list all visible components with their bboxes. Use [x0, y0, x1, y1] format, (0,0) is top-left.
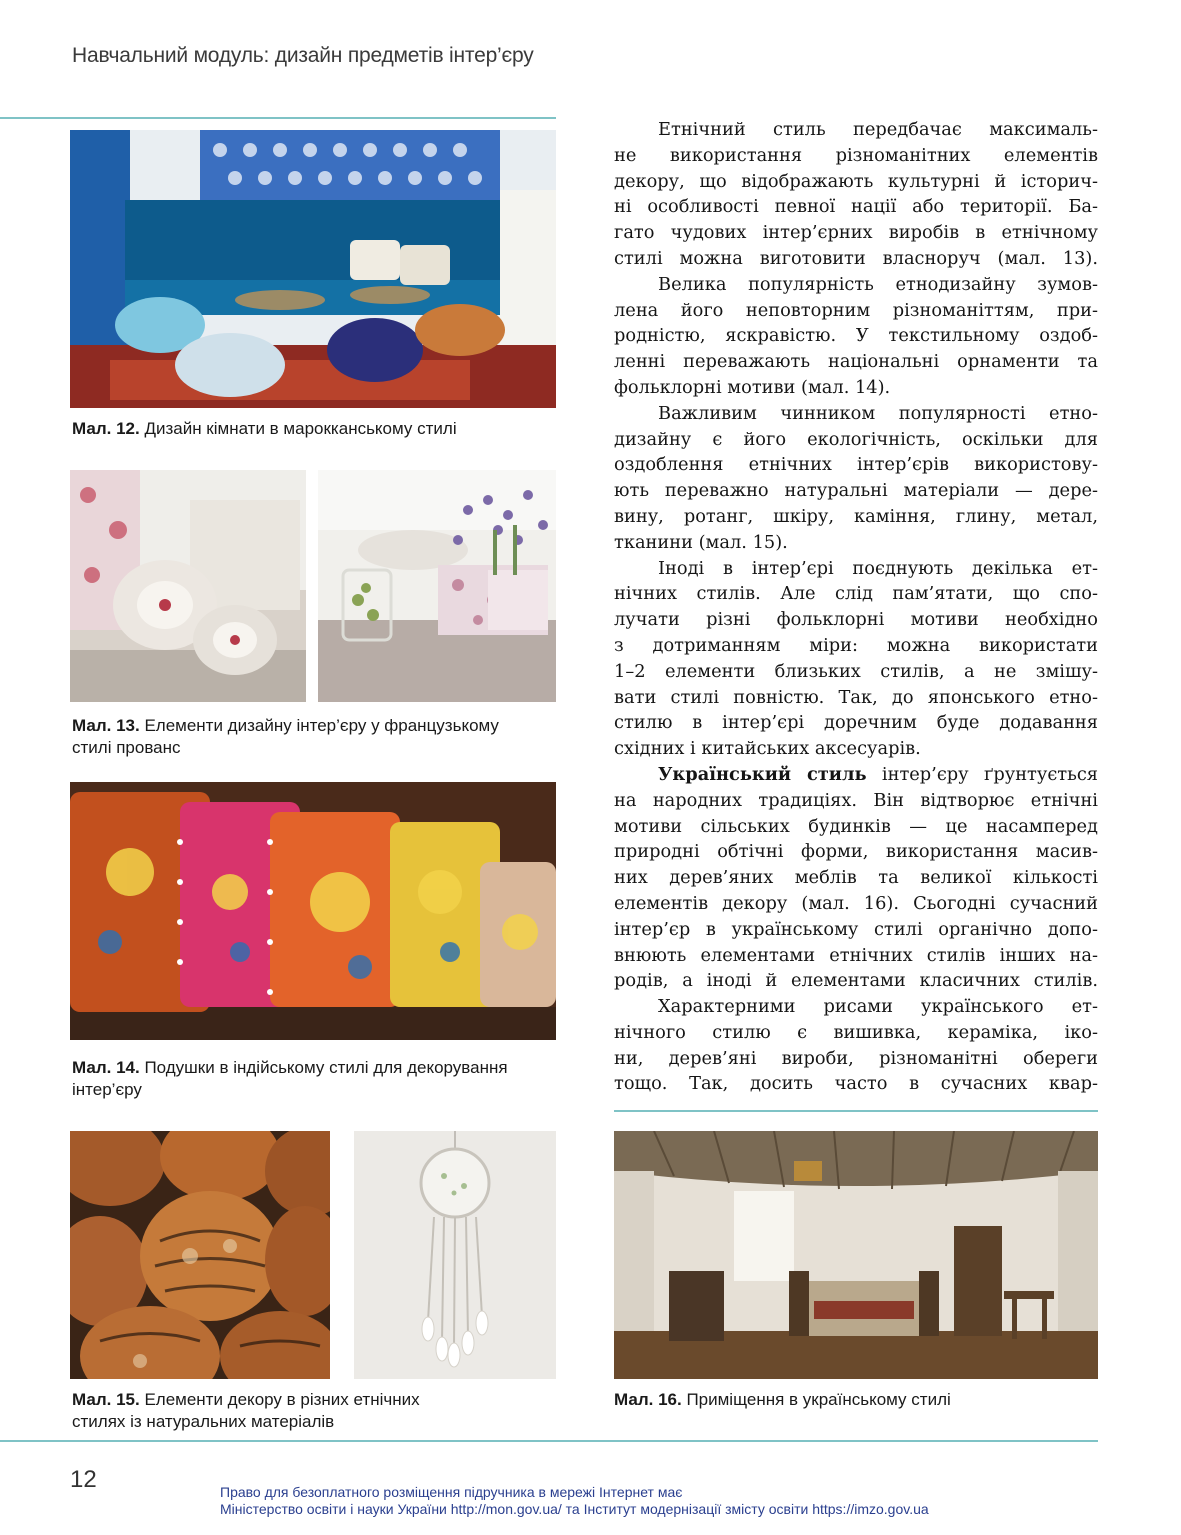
caption-line — [72, 715, 558, 737]
text-line: Іноді в інтер’єрі поєднують декілька ет- — [658, 557, 1098, 579]
caption-fig15 — [72, 1389, 558, 1433]
caption-fig14 — [72, 1057, 558, 1101]
photo-dreamcatcher — [354, 1131, 556, 1379]
text-line: стилі можна виготовити власноруч (мал. 13). — [614, 247, 1098, 269]
text-line: 1–2 елементи близьких стилів, а не змішу- — [614, 660, 1098, 682]
text-line: гато чудових інтер’єрних виробів в етнічному — [614, 222, 1098, 244]
caption-line — [72, 1389, 558, 1411]
caption-text: Дизайн кімнати в марокканському стилі — [144, 419, 457, 438]
body-text — [614, 117, 1098, 1097]
text-line: вину, ротанг, шкіру, каміння, глину, метал, — [614, 505, 1098, 527]
text-line: не використання різноманітних елементів — [614, 144, 1098, 166]
text-line: них дерев’яних меблів та великої кількості — [614, 867, 1098, 889]
text-line: природні обтічні форми, використання масив- — [614, 841, 1098, 863]
text-line: ни, дерев’яні вироби, різноманітні обереги — [614, 1047, 1098, 1069]
text-line: Велика популярність етнодизайну зумов- — [658, 273, 1098, 295]
text-line: на народних традиціях. Він відтворює етнічні — [614, 789, 1098, 811]
text-line: тканини (мал. 15). — [614, 531, 788, 553]
text-line: дизайну є його екологічність, оскільки для — [614, 428, 1098, 450]
caption-line: інтер’єру — [72, 1080, 142, 1099]
text-line: оздоблення етнічних інтер’єрів використову- — [614, 454, 1098, 476]
text-line: ленні переважають національні орнаменти та — [614, 351, 1098, 373]
caption-label: Мал. 13. — [72, 716, 140, 735]
text-line: інтер’єр в українському стилі органічно допо- — [614, 918, 1098, 940]
caption-fig13 — [72, 715, 558, 759]
text-line: родністю, яскравістю. У текстильному оздоб- — [614, 325, 1098, 347]
caption-line: стилях із натуральних матеріалів — [72, 1412, 335, 1431]
caption-fig16 — [614, 1389, 1098, 1411]
caption-label: Мал. 16. — [614, 1390, 682, 1409]
text-line — [614, 762, 1098, 788]
text-line: східних і китайських аксесуарів. — [614, 738, 921, 760]
photo-ukrainian-room — [614, 1131, 1098, 1379]
text-line: стилю в інтер’єрі доречним буде додавання — [614, 712, 1098, 734]
caption-label: Мал. 15. — [72, 1390, 140, 1409]
footer-rule — [0, 1440, 1098, 1442]
caption-text: Елементи дизайну інтер’єру у французькому — [144, 716, 499, 735]
text-line: внюють елементами етнічних стилів інших на- — [614, 944, 1098, 966]
text-line: Важливим чинником популярності етно- — [658, 402, 1098, 424]
caption-line — [72, 1057, 558, 1079]
page-number: 12 — [70, 1466, 97, 1493]
text-fragment: інтер’єру ґрунтується — [881, 763, 1098, 785]
text-line: тощо. Так, досить часто в сучасних квар- — [614, 1073, 1098, 1095]
text-line: вати стилі повністю. Так, до японського етно- — [614, 686, 1098, 708]
photo-moroccan-room — [70, 130, 556, 408]
text-line: лена його неповторним різноманіттям, при- — [614, 299, 1098, 321]
text-line: ють переважно натуральні матеріали — дере- — [614, 480, 1098, 502]
column-rule — [614, 1110, 1098, 1112]
caption-text: Приміщення в українському стилі — [686, 1390, 951, 1409]
text-line: елементів декору (мал. 16). Сьогодні сучасний — [614, 892, 1098, 914]
caption-line: стилі прованс — [72, 738, 181, 757]
photo-indian-pillows — [70, 782, 556, 1040]
text-line: лучати різні фольклорні мотиви необхідно — [614, 609, 1098, 631]
text-line: ні особливості певної нації або території. Ба- — [614, 196, 1098, 218]
text-line: фольклорні мотиви (мал. 14). — [614, 376, 891, 398]
text-line: родів, а іноді й елементами класичних стилів. — [614, 970, 1098, 992]
photo-carved-gourds — [70, 1131, 330, 1379]
caption-text: Елементи декору в різних етнічних — [144, 1390, 420, 1409]
header-rule — [0, 117, 556, 119]
caption-fig12 — [72, 418, 558, 440]
text-line: нічного стилю є вишивка, кераміка, іко- — [614, 1021, 1098, 1043]
text-line: декору, що відображають культурні й історич- — [614, 170, 1098, 192]
footer-notice — [220, 1484, 980, 1518]
caption-label: Мал. 14. — [72, 1058, 140, 1077]
running-head: Навчальний модуль: дизайн предметів інтер’єру — [72, 44, 534, 67]
footer-line: Міністерство освіти і науки України http://mon.gov.ua/ та Інститут модернізації змісту освіти https://imzo.gov.ua — [220, 1501, 929, 1517]
photo-provence-lavender — [318, 470, 556, 702]
text-line: мотиви сільських будинків — це насамперед — [614, 815, 1098, 837]
text-line: з дотриманням міри: можна використати — [614, 634, 1098, 656]
footer-line: Право для безоплатного розміщення підручника в мережі Інтернет має — [220, 1484, 683, 1500]
caption-label: Мал. 12. — [72, 419, 140, 438]
text-line: нічних стилів. Але слід пам’ятати, що спо- — [614, 583, 1098, 605]
bold-lead: Український стиль — [658, 763, 867, 785]
caption-text: Подушки в індійському стилі для декорування — [144, 1058, 508, 1077]
text-line: Характерними рисами українського ет- — [658, 996, 1098, 1018]
photo-provence-pillows — [70, 470, 306, 702]
text-line: Етнічний стиль передбачає максималь- — [658, 119, 1098, 140]
